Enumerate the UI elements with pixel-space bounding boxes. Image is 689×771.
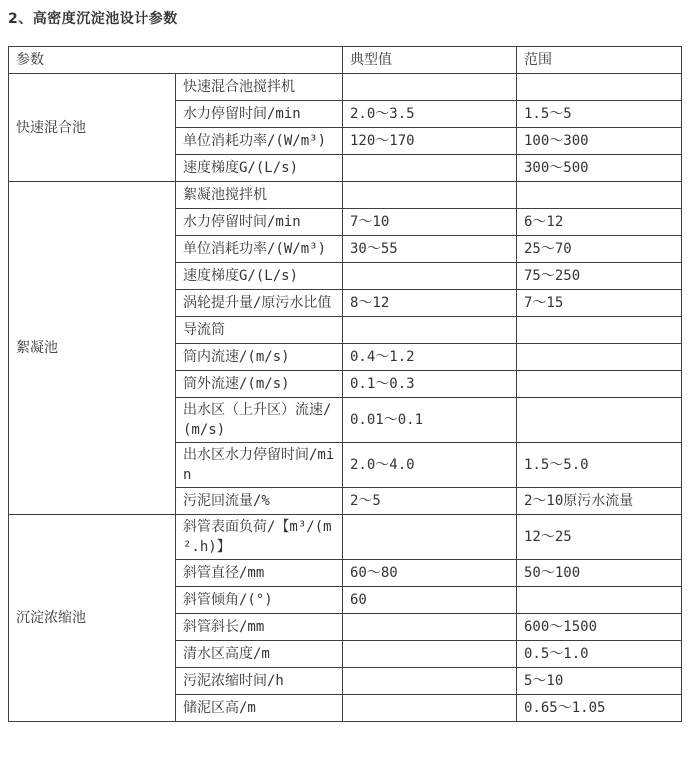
range-cell [517, 74, 682, 101]
param-cell: 出水区（上升区）流速/(m/s) [176, 398, 343, 443]
range-cell [517, 587, 682, 614]
typical-cell [343, 515, 517, 560]
typical-cell [343, 614, 517, 641]
table-header-row [9, 47, 682, 74]
typical-cell [343, 668, 517, 695]
table-row [9, 182, 682, 209]
typical-cell [343, 263, 517, 290]
param-cell: 斜管斜长/mm [176, 614, 343, 641]
param-cell: 单位消耗功率/(W/m³) [176, 236, 343, 263]
range-cell: 12～25 [517, 515, 682, 560]
typical-cell: 2.0～3.5 [343, 101, 517, 128]
range-cell [517, 317, 682, 344]
range-cell: 25～70 [517, 236, 682, 263]
range-cell [517, 344, 682, 371]
typical-cell [343, 641, 517, 668]
range-cell [517, 398, 682, 443]
typical-cell [343, 182, 517, 209]
param-cell: 污泥回流量/% [176, 488, 343, 515]
typical-cell: 120～170 [343, 128, 517, 155]
group-label: 絮凝池 [9, 182, 176, 515]
header-param: 参数 [9, 47, 343, 74]
range-cell: 600～1500 [517, 614, 682, 641]
typical-cell [343, 74, 517, 101]
table-row [9, 515, 682, 560]
range-cell: 7～15 [517, 290, 682, 317]
typical-cell [343, 317, 517, 344]
group-label: 沉淀浓缩池 [9, 515, 176, 722]
param-cell: 斜管表面负荷/【m³/(m².h)】 [176, 515, 343, 560]
param-cell: 单位消耗功率/(W/m³) [176, 128, 343, 155]
range-cell: 300～500 [517, 155, 682, 182]
page-title: 2、高密度沉淀池设计参数 [8, 11, 178, 27]
typical-cell: 2～5 [343, 488, 517, 515]
param-cell: 筒外流速/(m/s) [176, 371, 343, 398]
typical-cell [343, 155, 517, 182]
param-cell: 清水区高度/m [176, 641, 343, 668]
range-cell: 75～250 [517, 263, 682, 290]
param-cell: 斜管直径/mm [176, 560, 343, 587]
param-cell: 污泥浓缩时间/h [176, 668, 343, 695]
typical-cell: 30～55 [343, 236, 517, 263]
typical-cell: 60～80 [343, 560, 517, 587]
param-cell: 絮凝池搅拌机 [176, 182, 343, 209]
typical-cell: 7～10 [343, 209, 517, 236]
table-body [9, 74, 682, 722]
typical-cell: 0.01～0.1 [343, 398, 517, 443]
typical-cell [343, 695, 517, 722]
range-cell: 50～100 [517, 560, 682, 587]
range-cell: 0.65～1.05 [517, 695, 682, 722]
range-cell: 1.5～5 [517, 101, 682, 128]
table-row [9, 74, 682, 101]
param-cell: 涡轮提升量/原污水比值 [176, 290, 343, 317]
range-cell: 5～10 [517, 668, 682, 695]
range-cell: 100～300 [517, 128, 682, 155]
param-cell: 出水区水力停留时间/min [176, 443, 343, 488]
range-cell [517, 182, 682, 209]
typical-cell: 0.4～1.2 [343, 344, 517, 371]
typical-cell: 0.1～0.3 [343, 371, 517, 398]
design-parameters-table [8, 46, 682, 722]
range-cell: 6～12 [517, 209, 682, 236]
param-cell: 水力停留时间/min [176, 209, 343, 236]
param-cell: 快速混合池搅拌机 [176, 74, 343, 101]
typical-cell: 60 [343, 587, 517, 614]
param-cell: 速度梯度G/(L/s) [176, 263, 343, 290]
range-cell [517, 371, 682, 398]
range-cell: 0.5～1.0 [517, 641, 682, 668]
header-range: 范围 [517, 47, 682, 74]
header-typical: 典型值 [343, 47, 517, 74]
param-cell: 导流筒 [176, 317, 343, 344]
param-cell: 筒内流速/(m/s) [176, 344, 343, 371]
typical-cell: 8～12 [343, 290, 517, 317]
param-cell: 斜管倾角/(°) [176, 587, 343, 614]
param-cell: 速度梯度G/(L/s) [176, 155, 343, 182]
param-cell: 水力停留时间/min [176, 101, 343, 128]
group-label: 快速混合池 [9, 74, 176, 182]
range-cell: 1.5～5.0 [517, 443, 682, 488]
typical-cell: 2.0～4.0 [343, 443, 517, 488]
param-cell: 储泥区高/m [176, 695, 343, 722]
range-cell: 2～10原污水流量 [517, 488, 682, 515]
